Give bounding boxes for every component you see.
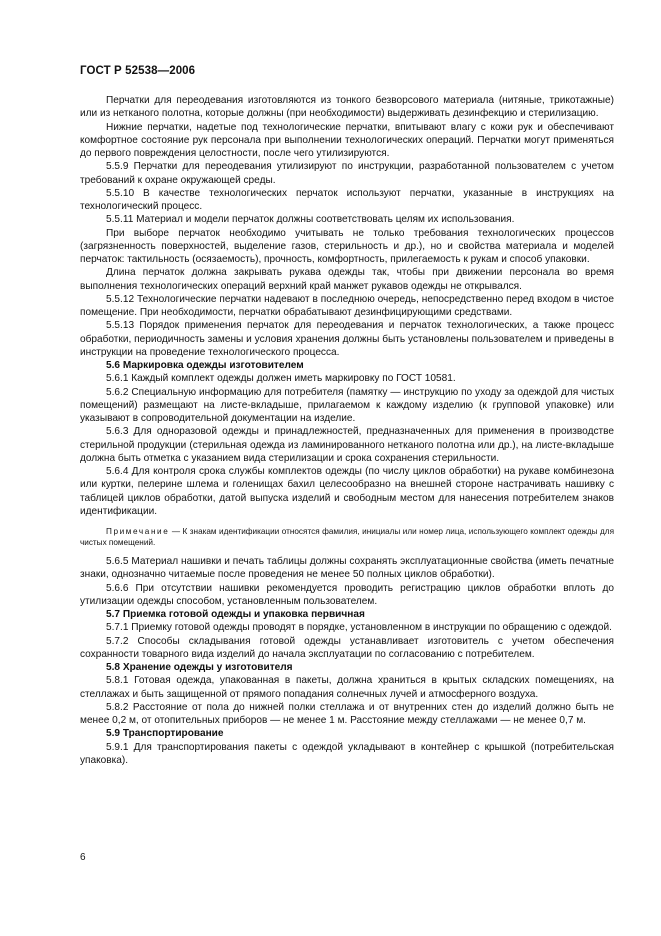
section-heading: 5.9 Транспортирование (106, 728, 224, 740)
paragraph: 5.5.11 Материал и модели перчаток должны соответствовать целям их использования. (106, 214, 515, 226)
paragraph: Длина перчаток должна закрывать рукава одежды так, чтобы при движении персонала во время выполнения технологических операций верхний край манжет рукавов одежды не открывался. (80, 267, 614, 292)
section-heading: 5.8 Хранение одежды у изготовителя (106, 662, 293, 673)
section-heading: 5.6 Маркировка одежды изготовителем (106, 360, 304, 371)
paragraph: 5.5.12 Технологические перчатки надевают в последнюю очередь, непосредственно перед входом в чистое помещение. При необходимости, перчатки обрабатывают дезинфицирующими средствами. (80, 293, 614, 318)
paragraph: 5.5.13 Порядок применения перчаток для переодевания и перчаток технологических, а также процесс обработки, периодичность замены и условия хранения должны быть установлены пользователем и приведены в инструкции на проведение технологического процесса. (80, 320, 614, 358)
paragraph: 5.8.2 Расстояние от пола до нижней полки стеллажа и от внутренних стен до изделий должно быть не менее 0,2 м, от отопительных приборов — не менее 1 м. Расстояние между стеллажами — не менее 0,7 м. (80, 701, 614, 726)
paragraph: 5.5.9 Перчатки для переодевания утилизируют по инструкции, разработанной пользователем с учетом требований к охране окружающей среды. (80, 161, 614, 186)
paragraph: 5.6.6 При отсутствии нашивки рекомендуется проводить регистрацию циклов обработки вплоть до утилизации одежды способом, установленным пользователем. (80, 582, 614, 607)
document-header: ГОСТ Р 52538—2006 (80, 65, 196, 77)
paragraph: 5.6.3 Для одноразовой одежды и принадлежностей, предназначенных для применения в производстве стерильной продукции (стерильная одежда из ламинированного нетканого полотна или др.), на листе-вкладыше должна быть отметка с указанием вида стерилизации и срока сохранения стерильности. (80, 426, 614, 464)
paragraph: 5.5.10 В качестве технологических перчаток используют перчатки, указанные в инструкциях на технологический процесс. (80, 187, 614, 212)
paragraph: 5.6.2 Специальную информацию для потребителя (памятку — инструкцию по уходу за одеждой для чистых помещений) размещают на листе-вкладыше, прилагаемом к каждому изделию (к групповой упаковке) или указывают в сопроводительной документации на изделие. (80, 386, 614, 424)
paragraph: При выборе перчаток необходимо учитывать не только требования технологических процессов (загрязненность поверхностей, выделение газов, стерильность и др.), но и свойства материала и моделей перчаток: тактильность (осязаемость), прочность, комфортность, прилегаемость к рукам и способ упаковки. (80, 227, 614, 265)
page-number: 6 (80, 852, 86, 863)
paragraph: 5.6.1 Каждый комплект одежды должен иметь маркировку по ГОСТ 10581. (106, 373, 456, 385)
paragraph: 5.6.4 Для контроля срока службы комплектов одежды (по числу циклов обработки) на рукаве комбинезона или куртки, пелерине шлема и голенищах бахил целесообразно на внешней стороне настрачивать нашивку с таблицей циклов обработки, датой выпуска изделий и свободным местом для нанесения потребителем знаков идентификации. (80, 466, 614, 517)
paragraph: 5.7.1 Приемку готовой одежды проводят в порядке, установленном в инструкции по обращению с одеждой. (106, 622, 612, 634)
section-heading: 5.7 Приемка готовой одежды и упаковка первичная (106, 609, 365, 620)
note (80, 526, 614, 548)
paragraph: 5.9.1 Для транспортирования пакеты с одеждой укладывают в контейнер с крышкой (потребительская упаковка). (80, 741, 614, 766)
paragraph: 5.6.5 Материал нашивки и печать таблицы должны сохранять эксплуатационные свойства (иметь печатные знаки, однозначно читаемые после проведения не менее 50 полных циклов обработки). (80, 556, 614, 581)
note-text: — К знакам идентификации относятся фамилия, инициалы или номер лица, использующего комплект одежды для чистых помещений. (80, 527, 614, 547)
note-label: Примечание (106, 527, 170, 536)
paragraph: 5.8.1 Готовая одежда, упакованная в пакеты, должна храниться в крытых складских помещениях, на стеллажах и быть защищенной от прямого попадания солнечных лучей и атмосферного воздуха. (80, 675, 614, 700)
document-body (80, 94, 614, 767)
paragraph: Нижние перчатки, надетые под технологические перчатки, впитывают влагу с кожи рук и обеспечивают комфортное состояние рук персонала при выполнении технологических операций. Перчатки могут применяться до первого повреждения целостности, после чего утилизируются. (80, 121, 614, 159)
paragraph: 5.7.2 Способы складывания готовой одежды устанавливает изготовитель с учетом обеспечения сохранности товарного вида изделий до начала эксплуатации по согласованию с потребителем. (80, 635, 614, 660)
paragraph: Перчатки для переодевания изготовляются из тонкого безворсового материала (нитяные, трикотажные) или из нетканого полотна, которые должны (при необходимости) выдерживать дезинфекцию и стерилизацию. (80, 95, 614, 120)
